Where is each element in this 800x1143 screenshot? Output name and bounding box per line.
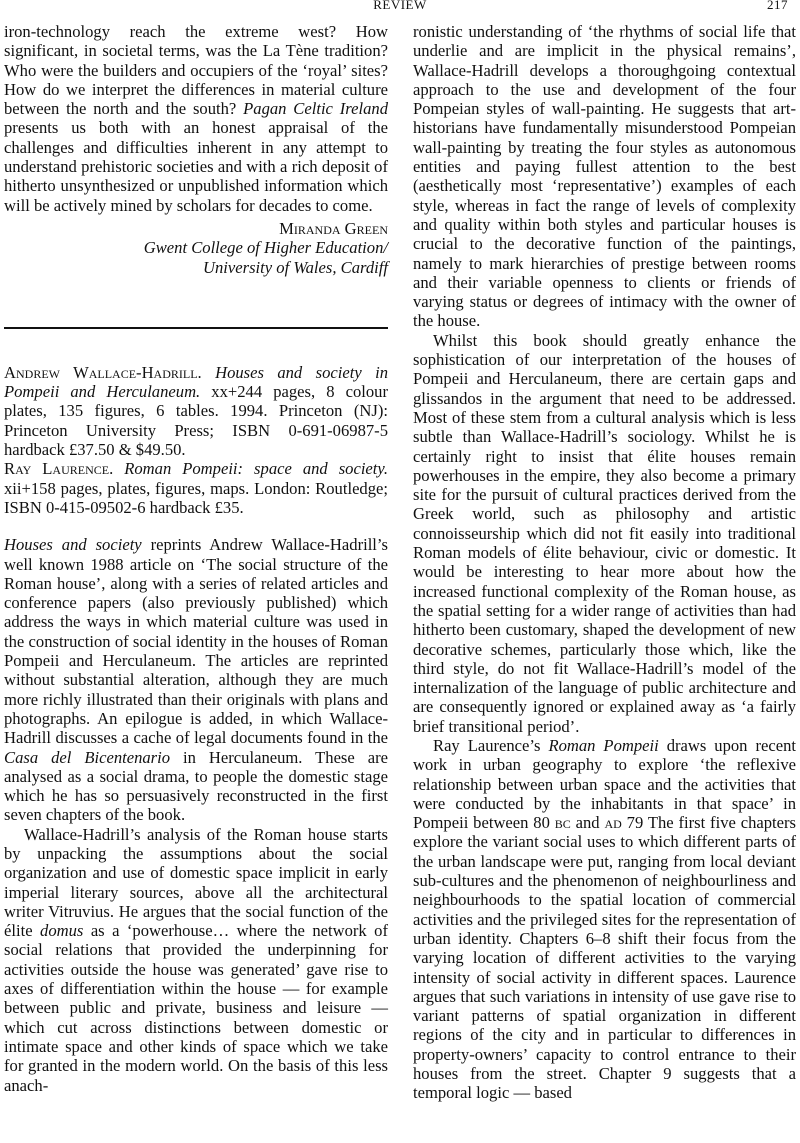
site-name: Casa del Bicentenario — [4, 747, 171, 767]
book-entry-wallace-hadrill — [4, 363, 388, 459]
left-column — [4, 22, 388, 1095]
horizontal-rule — [4, 327, 388, 329]
page-number: 217 — [767, 0, 788, 12]
era-bc: bc — [554, 813, 571, 833]
review-paragraph-4: Whilst this book should greatly enhance the sophistication of our interpretation of the houses of Pompeii and Herculaneum, there are certain gaps and glissandos in the argument that need to be addressed. Most of these stem from a cultural analysis which is less subtle than Wallace-Hadrill’s sociology. Whilst he is certainly right to insist that élite houses remain powerhouses in the empire, they also become a primary site for the pursuit of cultural practices derived from the Greek world, such as philosophy and artistic connoisseurship which did not fit easily into traditional Roman models of élite behaviour, civic or domestic. It would be interesting to hear more about how the increased functional complexity of the Roman house, as the spatial setting for a wider range of activities than had hitherto been customary, shaped the development of new decorative schemes, particularly those which, like the third style, do not fit Wallace-Hadrill’s model of the internalization of the language of public architecture and are consequently ignored or explained away as ‘a fairly brief transitional period’. — [413, 330, 796, 736]
book-title-ref: Houses and society — [4, 535, 142, 555]
review-closing-text-cont: presents us both with an honest appraisal of the challenges and difficulties inherent in any attempt to understand prehistoric societies and with a rich deposit of hitherto unsynthesized or unpublished information which will be actively mined by scholars for decades to come. — [4, 118, 388, 215]
section-divider — [4, 277, 388, 363]
review-paragraph-2: Wallace-Hadrill’s analysis of the Roman house starts by unpacking the assumptions about the social organization and use of domestic space implicit in early imperial literary sources, above all the architectural writer Vitruvius. He argues that the social function of the élite domus as a ‘powerhouse… where the network of social relations that provided the underpinning for activities outside the house was generated’ gave rise to axes of differentiation within the house — for example between public and private, business and leisure — which cut across distinctions between domestic or intimate space and other kinds of space which we take for granted in the modern world. On the basis of this less anach- — [4, 824, 388, 1095]
review-paragraph-3: ronistic understanding of ‘the rhythms of social life that underlie and are implicit in the physical remains’, Wallace-Hadrill develops a thoroughgoing contextual approach to the use and development of the four Pompeian styles of wall-painting. He suggests that art-historians have fundamentally misunderstood Pompeian wall-painting by treating the four styles as autonomous entities and paying fullest attention to the best (aesthetically most ‘representative’) examples of each style, whereas in fact the range of levels of complexity and quality within both styles and particular houses is crucial to the decorative function of the paintings, namely to mark hierarchies of prestige between rooms and their variable openness to clients or friends of varying status or degrees of intimacy with the owner of the house. — [413, 22, 796, 331]
review-closing-text: iron-technology reach the extreme west? How significant, in societal terms, was the La Tène tradition? Who were the builders and occupiers of the ‘royal’ sites? How do we interpret the differences in material culture between the north and the south? — [4, 22, 388, 119]
era-ad: ad — [604, 813, 622, 833]
running-title: REVIEW — [373, 0, 427, 12]
book-details: xii+158 pages, plates, figures, maps. London: Routledge; ISBN 0-415-09502-6 hardback £35. — [4, 478, 388, 517]
running-head — [0, 0, 800, 14]
latin-term: domus — [40, 921, 84, 941]
review-paragraph-1: Houses and society reprints Andrew Wallace-Hadrill’s well known 1988 article on ‘The social structure of the Roman house’, along with a series of related articles and conference papers (also previously published) which address the ways in which material culture was used in the construction of social identity in the houses of Roman Pompeii and Herculaneum. The articles are reprinted without substantial alteration, although they are much more richly illustrated than their originals with plans and photographs. An epilogue is added, in which Wallace-Hadrill discusses a cache of legal documents found in the Casa del Bicentenario in Herculaneum. These are analysed as a social drama, to people the domestic stage which he has so persuasively reconstructed in the first seven chapters of the book. — [4, 535, 388, 825]
review-closing-paragraph — [4, 22, 388, 215]
book-details: xx+244 pages, 8 colour plates, 135 figures, 6 tables. 1994. Princeton (NJ): Princeton University Press; ISBN 0-691-06987-5 hardback £37.50 & $49.50. — [4, 382, 388, 460]
book-author: Ray Laurence. — [4, 459, 114, 479]
reviewer-affiliation-line-1: Gwent College of Higher Education/ — [143, 238, 388, 258]
reviewer-affiliation-line-2: University of Wales, Cardiff — [203, 257, 388, 277]
book-author: Andrew Wallace-Hadrill. — [4, 362, 202, 382]
review-paragraph-5: Ray Laurence’s Roman Pompeii draws upon recent work in urban geography to explore ‘the reflexive relationship between urban space and the activities that were conducted by the inhabitants in that space’ in Pompeii between 80 bc and ad 79 The first five chapters explore the variant social uses to which different parts of the urban landscape were put, ranging from local deviant sub-cultures and the phenomenon of neighbourliness and neighbourhoods to the spatial location of commercial activities and the privileged sites for the representation of urban identity. Chapters 6–8 shift their focus from the varying location of different activities to the varying intensity of social activity in different spaces. Laurence argues that such variations in intensity of use gave rise to variant patterns of spatial organization in different regions of the city and in particular to differences in property-owners’ capacity to control entrance to their houses from the street. Chapter 9 suggests that a temporal logic — based — [413, 735, 796, 1103]
book-entry-laurence — [4, 459, 388, 517]
reviewer-name: Miranda Green — [279, 218, 388, 238]
book-title-ref: Roman Pompeii — [548, 735, 659, 755]
book-title-pagan-celtic-ireland: Pagan Celtic Ireland — [243, 99, 388, 119]
book-title: Houses and society in Pompeii and Herculaneum. — [4, 362, 388, 402]
right-column — [413, 22, 796, 1103]
book-title: Roman Pompeii: space and society. — [124, 459, 389, 479]
